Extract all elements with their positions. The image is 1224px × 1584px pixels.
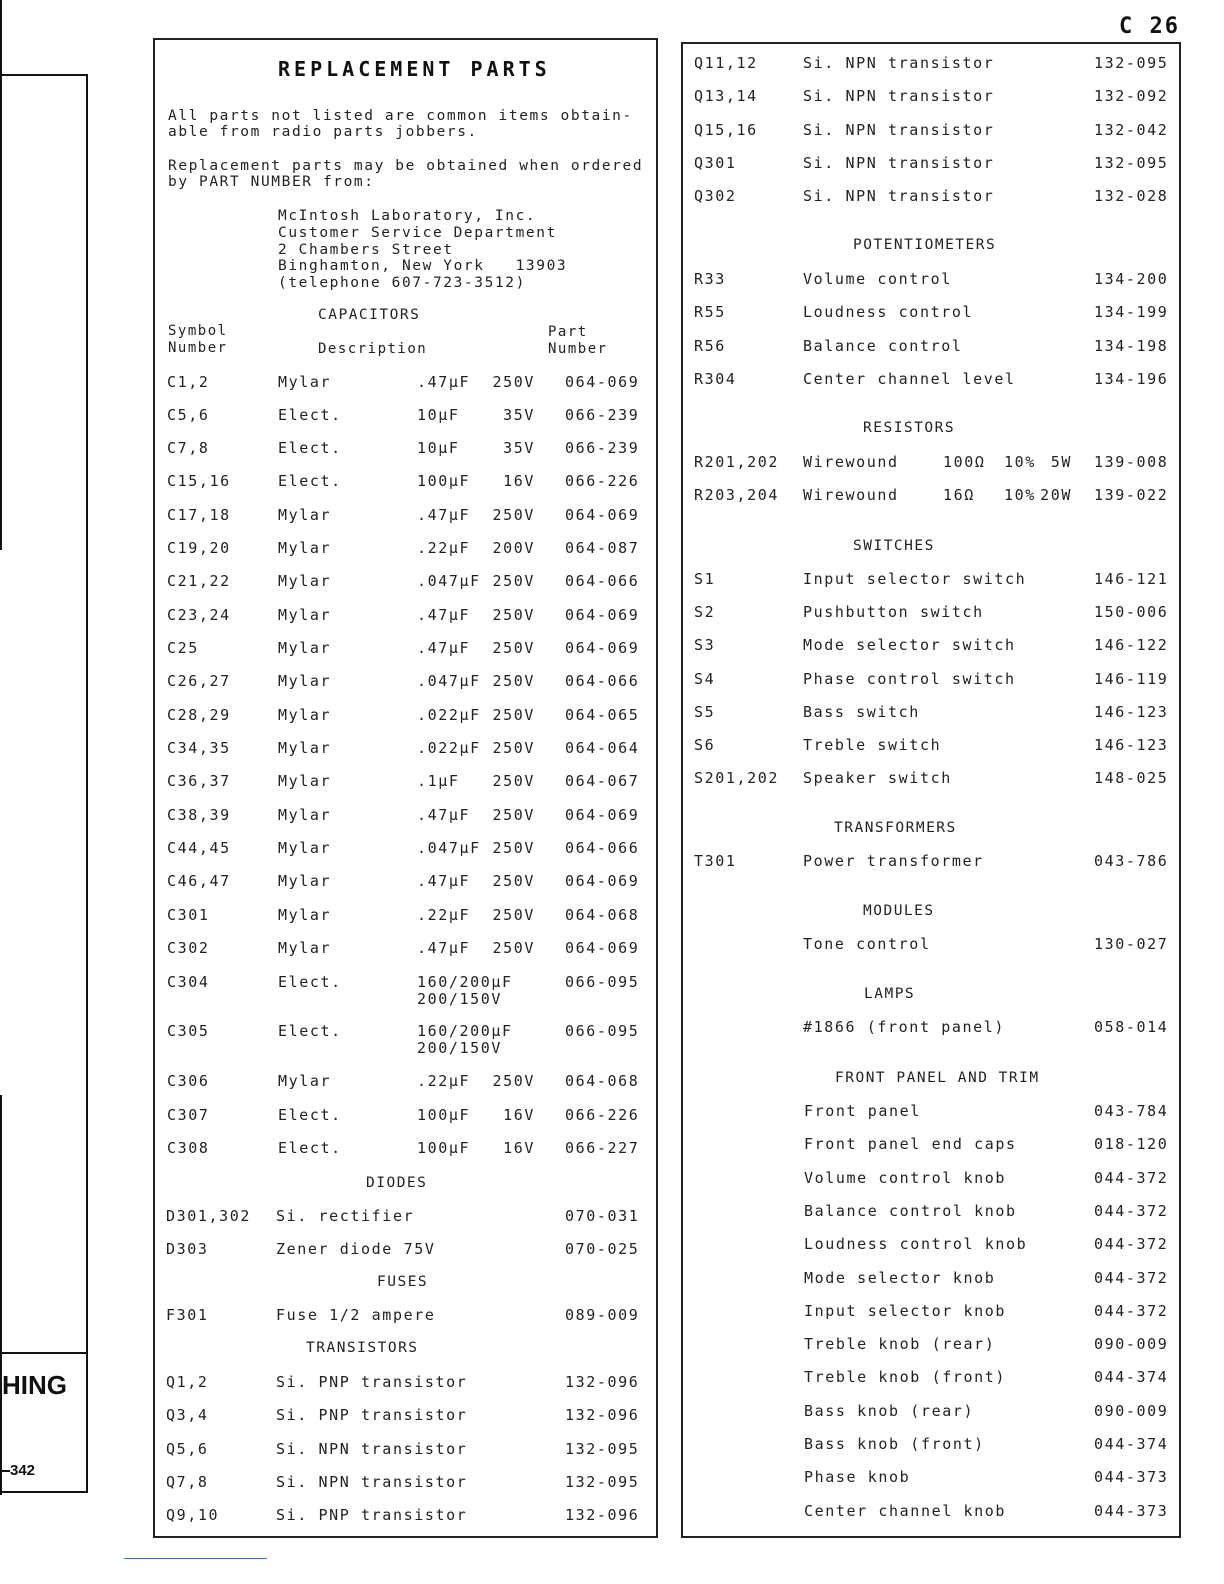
intro-line: by PART NUMBER from: xyxy=(168,174,375,190)
part-description: Wirewound xyxy=(803,486,899,504)
symbol-number: C302 xyxy=(167,939,210,957)
symbol-number: R55 xyxy=(694,303,726,322)
capacitor-value: .47µF xyxy=(417,872,471,890)
part-description: Balance control knob xyxy=(804,1201,1017,1220)
address-line: McIntosh Laboratory, Inc. xyxy=(278,208,537,224)
capacitor-voltage: 250V xyxy=(492,506,535,524)
part-number: 044-372 xyxy=(1094,1268,1169,1287)
section-heading-capacitors: CAPACITORS xyxy=(318,307,421,323)
capacitor-type: Mylar xyxy=(278,1072,332,1090)
symbol-number: Q15,16 xyxy=(694,120,758,139)
symbol-number: C17,18 xyxy=(167,506,231,524)
part-number: 066-095 xyxy=(565,973,640,991)
part-number: 132-092 xyxy=(1094,87,1169,106)
part-number: 132-095 xyxy=(1094,54,1169,72)
page-number: C 26 xyxy=(1119,14,1180,39)
part-description: Center channel knob xyxy=(804,1501,1006,1520)
symbol-number: Q5,6 xyxy=(166,1439,209,1458)
symbol-number: S5 xyxy=(694,702,716,721)
part-number: 064-068 xyxy=(565,906,640,924)
part-number: 044-373 xyxy=(1094,1468,1169,1487)
symbol-number: D301,302 xyxy=(166,1207,252,1225)
part-description: Si. NPN transistor xyxy=(276,1439,468,1458)
capacitor-type: Elect. xyxy=(278,406,342,424)
part-description: Speaker switch xyxy=(803,769,952,788)
resistor-value: 100Ω xyxy=(943,453,986,471)
part-description: Bass knob (front) xyxy=(804,1435,985,1453)
part-number: 064-067 xyxy=(565,772,640,790)
symbol-number: S1 xyxy=(694,570,716,588)
part-number: 134-198 xyxy=(1094,336,1169,355)
symbol-number: C36,37 xyxy=(167,772,231,790)
part-number: 066-226 xyxy=(565,1106,640,1124)
part-number: 132-096 xyxy=(565,1506,640,1525)
capacitor-voltage: 16V xyxy=(503,1139,535,1157)
capacitor-value: .47µF xyxy=(417,806,471,824)
capacitor-type: Mylar xyxy=(278,839,332,857)
capacitor-voltage: 250V xyxy=(492,939,535,957)
part-description: Si. PNP transistor xyxy=(276,1506,468,1525)
part-number: 064-087 xyxy=(565,539,640,557)
capacitor-type: Mylar xyxy=(278,606,332,624)
part-number: 066-095 xyxy=(565,1022,640,1040)
capacitor-type: Mylar xyxy=(278,506,332,524)
part-description: Treble knob (rear) xyxy=(804,1335,996,1354)
section-heading-diodes: DIODES xyxy=(366,1175,428,1191)
part-description: Si. NPN transistor xyxy=(803,87,995,106)
part-description: Pushbutton switch xyxy=(803,603,984,622)
capacitor-voltage: 250V xyxy=(492,572,535,590)
part-description: Loudness control xyxy=(803,303,974,322)
capacitor-value: .47µF xyxy=(417,639,471,657)
part-number: 044-372 xyxy=(1094,1301,1169,1320)
symbol-number: Q9,10 xyxy=(166,1506,220,1525)
edge-word: HING xyxy=(2,1370,67,1400)
edge-number: 342 xyxy=(2,1462,35,1479)
resistor-wattage: 5W xyxy=(1050,453,1072,471)
part-description: Center channel level xyxy=(803,369,1016,388)
part-description: Input selector switch xyxy=(803,570,1027,588)
capacitor-value: .47µF xyxy=(417,939,471,957)
capacitor-type: Mylar xyxy=(278,739,332,757)
capacitor-voltage: 16V xyxy=(503,472,535,490)
part-number: 066-227 xyxy=(565,1139,640,1157)
capacitor-voltage: 35V xyxy=(503,406,535,424)
part-number: 132-095 xyxy=(1094,153,1169,172)
symbol-number: F301 xyxy=(166,1306,209,1324)
capacitor-type: Mylar xyxy=(278,539,332,557)
part-description: Front panel xyxy=(804,1102,921,1120)
capacitor-value: .22µF xyxy=(417,539,471,557)
symbol-number: C38,39 xyxy=(167,806,231,824)
symbol-number: S3 xyxy=(694,636,716,655)
part-number: 066-239 xyxy=(565,406,640,424)
capacitor-type: Mylar xyxy=(278,906,332,924)
capacitor-voltage: 250V xyxy=(492,706,535,724)
capacitor-voltage: 250V xyxy=(492,906,535,924)
part-number: 064-069 xyxy=(565,806,640,824)
part-number: 148-025 xyxy=(1094,769,1169,788)
part-number: 132-095 xyxy=(565,1472,640,1491)
part-number: 070-025 xyxy=(565,1240,640,1258)
capacitor-value: .22µF xyxy=(417,906,471,924)
part-description: Input selector knob xyxy=(804,1301,1006,1320)
capacitor-voltage: 250V xyxy=(492,872,535,890)
part-number: 064-069 xyxy=(565,872,640,890)
part-number: 044-374 xyxy=(1094,1368,1169,1387)
capacitor-type: Mylar xyxy=(278,772,332,790)
part-description: Volume control knob xyxy=(804,1168,1006,1187)
part-description: Volume control xyxy=(803,270,952,288)
capacitor-type: Elect. xyxy=(278,1139,342,1157)
capacitor-voltage: 250V xyxy=(492,672,535,690)
part-description: Si. rectifier xyxy=(276,1207,415,1225)
page-edge-line xyxy=(86,1352,88,1492)
symbol-number: Q1,2 xyxy=(166,1373,209,1391)
capacitor-voltage: 250V xyxy=(492,606,535,624)
capacitor-type: Elect. xyxy=(278,973,342,991)
part-number: 146-123 xyxy=(1094,736,1169,754)
part-description: Si. PNP transistor xyxy=(276,1406,468,1425)
capacitor-value: .047µF xyxy=(417,572,481,590)
part-description: Treble switch xyxy=(803,736,942,754)
part-number: 064-069 xyxy=(565,939,640,957)
symbol-number: C308 xyxy=(167,1139,210,1157)
part-number: 134-196 xyxy=(1094,369,1169,388)
resistor-tolerance: 10% xyxy=(1004,453,1036,471)
page-edge-line xyxy=(0,74,88,76)
capacitor-value: .047µF xyxy=(417,839,481,857)
capacitor-voltage: 250V xyxy=(492,639,535,657)
part-number: 146-119 xyxy=(1094,669,1169,688)
capacitor-value: .47µF xyxy=(417,606,471,624)
section-heading-resistors: RESISTORS xyxy=(863,420,956,436)
resistor-tolerance: 10% xyxy=(1004,486,1036,504)
part-description: Tone control xyxy=(803,935,931,953)
part-description: Bass switch xyxy=(803,702,920,721)
part-number: 132-096 xyxy=(565,1373,640,1391)
part-description: Si. PNP transistor xyxy=(276,1373,468,1391)
part-description: Si. NPN transistor xyxy=(803,153,995,172)
address-block xyxy=(278,208,567,292)
symbol-number: C21,22 xyxy=(167,572,231,590)
part-number: 064-064 xyxy=(565,739,640,757)
part-number: 132-096 xyxy=(565,1406,640,1425)
section-heading-transistors: TRANSISTORS xyxy=(306,1340,419,1356)
capacitor-value: 100µF xyxy=(417,472,471,490)
part-description: Mode selector knob xyxy=(804,1268,996,1287)
part-number: 044-372 xyxy=(1094,1235,1169,1254)
section-heading-front-panel: FRONT PANEL AND TRIM xyxy=(835,1070,1040,1086)
part-description: #1866 (front panel) xyxy=(803,1018,1005,1036)
part-description: Phase knob xyxy=(804,1468,911,1487)
capacitor-value: .47µF xyxy=(417,373,471,391)
symbol-number: C15,16 xyxy=(167,472,231,490)
capacitor-voltage: 250V xyxy=(492,772,535,790)
symbol-number: Q3,4 xyxy=(166,1406,209,1425)
part-number: 150-006 xyxy=(1094,603,1169,622)
symbol-number: R33 xyxy=(694,270,726,288)
intro-line: Replacement parts may be obtained when ordered xyxy=(168,158,644,174)
capacitor-type: Elect. xyxy=(278,1106,342,1124)
header-description: Description xyxy=(318,341,428,357)
capacitor-value: 10µF xyxy=(417,406,460,424)
capacitor-value: .022µF xyxy=(417,739,481,757)
intro-text xyxy=(168,108,633,140)
capacitor-value: .22µF xyxy=(417,1072,471,1090)
symbol-number: C26,27 xyxy=(167,672,231,690)
part-description: Wirewound xyxy=(803,453,899,471)
part-number: 134-199 xyxy=(1094,303,1169,322)
address-line: Binghamton, New York 13903 xyxy=(278,258,568,275)
section-heading-lamps: LAMPS xyxy=(864,986,916,1002)
page-title: REPLACEMENT PARTS xyxy=(278,57,551,81)
capacitor-type: Mylar xyxy=(278,672,332,690)
symbol-number: S4 xyxy=(694,669,716,688)
part-number: 044-372 xyxy=(1094,1201,1169,1220)
symbol-number: C307 xyxy=(167,1106,210,1124)
symbol-number: C46,47 xyxy=(167,872,231,890)
part-number: 043-786 xyxy=(1094,852,1169,870)
part-description: Balance control xyxy=(803,336,963,355)
part-number: 146-121 xyxy=(1094,570,1169,588)
capacitor-voltage: 35V xyxy=(503,439,535,457)
part-number: 064-066 xyxy=(565,672,640,690)
section-heading-fuses: FUSES xyxy=(377,1274,429,1290)
symbol-number: D303 xyxy=(166,1240,209,1258)
page-edge-line xyxy=(0,1491,88,1493)
part-number: 044-372 xyxy=(1094,1168,1169,1187)
resistor-wattage: 20W xyxy=(1040,486,1072,504)
header-part-number: Part Number xyxy=(548,324,608,357)
symbol-number: C5,6 xyxy=(167,406,210,424)
part-number: 066-239 xyxy=(565,439,640,457)
part-number: 064-069 xyxy=(565,506,640,524)
capacitor-voltage: 16V xyxy=(503,1106,535,1124)
symbol-number: Q11,12 xyxy=(694,54,758,72)
capacitor-type: Mylar xyxy=(278,572,332,590)
capacitor-value: .47µF xyxy=(417,506,471,524)
capacitor-voltage: 250V xyxy=(492,373,535,391)
part-description: Power transformer xyxy=(803,852,984,870)
part-number: 070-031 xyxy=(565,1207,640,1225)
capacitor-type: Elect. xyxy=(278,439,342,457)
address-line: 2 Chambers Street xyxy=(278,241,454,258)
symbol-number: C23,24 xyxy=(167,606,231,624)
capacitor-type: Elect. xyxy=(278,1022,342,1040)
part-number: 090-009 xyxy=(1094,1335,1169,1354)
symbol-number: Q302 xyxy=(694,187,737,206)
part-description: Fuse 1/2 ampere xyxy=(276,1306,436,1324)
part-description: Phase control switch xyxy=(803,669,1016,688)
symbol-number: C301 xyxy=(167,906,210,924)
part-description: Front panel end caps xyxy=(804,1135,1017,1154)
symbol-number: S201,202 xyxy=(694,769,780,788)
capacitor-value: 100µF xyxy=(417,1139,471,1157)
part-number: 066-226 xyxy=(565,472,640,490)
part-number: 064-068 xyxy=(565,1072,640,1090)
section-heading-potentiometers: POTENTIOMETERS xyxy=(853,237,997,253)
capacitor-value: 160/200µF 200/150V xyxy=(417,1022,513,1057)
capacitor-value: .1µF xyxy=(417,772,460,790)
part-description: Mode selector switch xyxy=(803,636,1016,655)
symbol-number: S2 xyxy=(694,603,716,622)
part-number: 044-373 xyxy=(1094,1501,1169,1520)
section-heading-transformers: TRANSFORMERS xyxy=(834,820,957,836)
capacitor-value: .047µF xyxy=(417,672,481,690)
part-number: 018-120 xyxy=(1094,1135,1169,1154)
part-number: 139-022 xyxy=(1094,486,1169,504)
capacitor-type: Mylar xyxy=(278,373,332,391)
part-number: 090-009 xyxy=(1094,1401,1169,1420)
footer-rule xyxy=(124,1558,267,1559)
symbol-number: R56 xyxy=(694,336,726,355)
page-edge-line xyxy=(86,74,88,1354)
symbol-number: C19,20 xyxy=(167,539,231,557)
capacitor-type: Mylar xyxy=(278,706,332,724)
address-line: (telephone 607-723-3512) xyxy=(278,275,526,292)
symbol-number: C305 xyxy=(167,1022,210,1040)
capacitor-value: 100µF xyxy=(417,1106,471,1124)
address-line: Customer Service Department xyxy=(278,224,557,241)
capacitor-voltage: 250V xyxy=(492,1072,535,1090)
symbol-number: R304 xyxy=(694,369,737,388)
part-description: Zener diode 75V xyxy=(276,1240,436,1258)
part-number: 064-066 xyxy=(565,572,640,590)
capacitor-voltage: 200V xyxy=(492,539,535,557)
symbol-number: Q13,14 xyxy=(694,87,758,106)
part-number: 146-122 xyxy=(1094,636,1169,655)
capacitor-voltage: 250V xyxy=(492,739,535,757)
part-number: 064-069 xyxy=(565,639,640,657)
capacitor-voltage: 250V xyxy=(492,806,535,824)
section-heading-modules: MODULES xyxy=(863,903,935,919)
symbol-number: C25 xyxy=(167,639,199,657)
capacitor-voltage: 250V xyxy=(492,839,535,857)
part-number: 132-042 xyxy=(1094,120,1169,139)
part-number: 043-784 xyxy=(1094,1102,1169,1120)
symbol-number: C7,8 xyxy=(167,439,210,457)
page-edge-line xyxy=(0,1095,2,1495)
page-edge-line xyxy=(0,1352,88,1354)
symbol-number: C1,2 xyxy=(167,373,210,391)
part-description: Si. NPN transistor xyxy=(803,187,995,206)
part-number: 134-200 xyxy=(1094,270,1169,288)
part-number: 064-066 xyxy=(565,839,640,857)
part-description: Si. NPN transistor xyxy=(803,54,995,72)
symbol-number: C304 xyxy=(167,973,210,991)
capacitor-type: Mylar xyxy=(278,939,332,957)
part-number: 089-009 xyxy=(565,1306,640,1324)
part-description: Si. NPN transistor xyxy=(803,120,995,139)
symbol-number: C34,35 xyxy=(167,739,231,757)
page-edge-line xyxy=(0,0,2,550)
capacitor-type: Elect. xyxy=(278,472,342,490)
resistor-value: 16Ω xyxy=(943,486,975,504)
part-number: 058-014 xyxy=(1094,1018,1169,1036)
part-number: 130-027 xyxy=(1094,935,1169,953)
part-description: Bass knob (rear) xyxy=(804,1401,975,1420)
part-number: 132-028 xyxy=(1094,187,1169,206)
part-number: 132-095 xyxy=(565,1439,640,1458)
part-description: Loudness control knob xyxy=(804,1235,1028,1254)
part-number: 064-069 xyxy=(565,373,640,391)
part-number: 139-008 xyxy=(1094,453,1169,471)
intro-line: All parts not listed are common items obtain- xyxy=(168,108,633,124)
part-number: 064-069 xyxy=(565,606,640,624)
symbol-number: Q7,8 xyxy=(166,1472,209,1491)
symbol-number: R201,202 xyxy=(694,453,780,471)
capacitor-type: Mylar xyxy=(278,806,332,824)
part-number: 064-065 xyxy=(565,706,640,724)
part-number: 146-123 xyxy=(1094,702,1169,721)
part-description: Treble knob (front) xyxy=(804,1368,1006,1387)
symbol-number: C44,45 xyxy=(167,839,231,857)
header-symbol-number: Symbol Number xyxy=(168,323,228,356)
symbol-number: S6 xyxy=(694,736,716,754)
symbol-number: C306 xyxy=(167,1072,210,1090)
symbol-number: Q301 xyxy=(694,153,737,172)
capacitor-type: Mylar xyxy=(278,639,332,657)
capacitor-value: 160/200µF 200/150V xyxy=(417,973,513,1008)
intro-line: able from radio parts jobbers. xyxy=(168,124,478,140)
ordering-text xyxy=(168,158,643,190)
section-heading-switches: SWITCHES xyxy=(853,538,935,554)
capacitor-type: Mylar xyxy=(278,872,332,890)
part-number: 044-374 xyxy=(1094,1435,1169,1453)
symbol-number: R203,204 xyxy=(694,486,780,504)
capacitor-value: .022µF xyxy=(417,706,481,724)
part-description: Si. NPN transistor xyxy=(276,1472,468,1491)
symbol-number: T301 xyxy=(694,852,737,870)
symbol-number: C28,29 xyxy=(167,706,231,724)
capacitor-value: 10µF xyxy=(417,439,460,457)
